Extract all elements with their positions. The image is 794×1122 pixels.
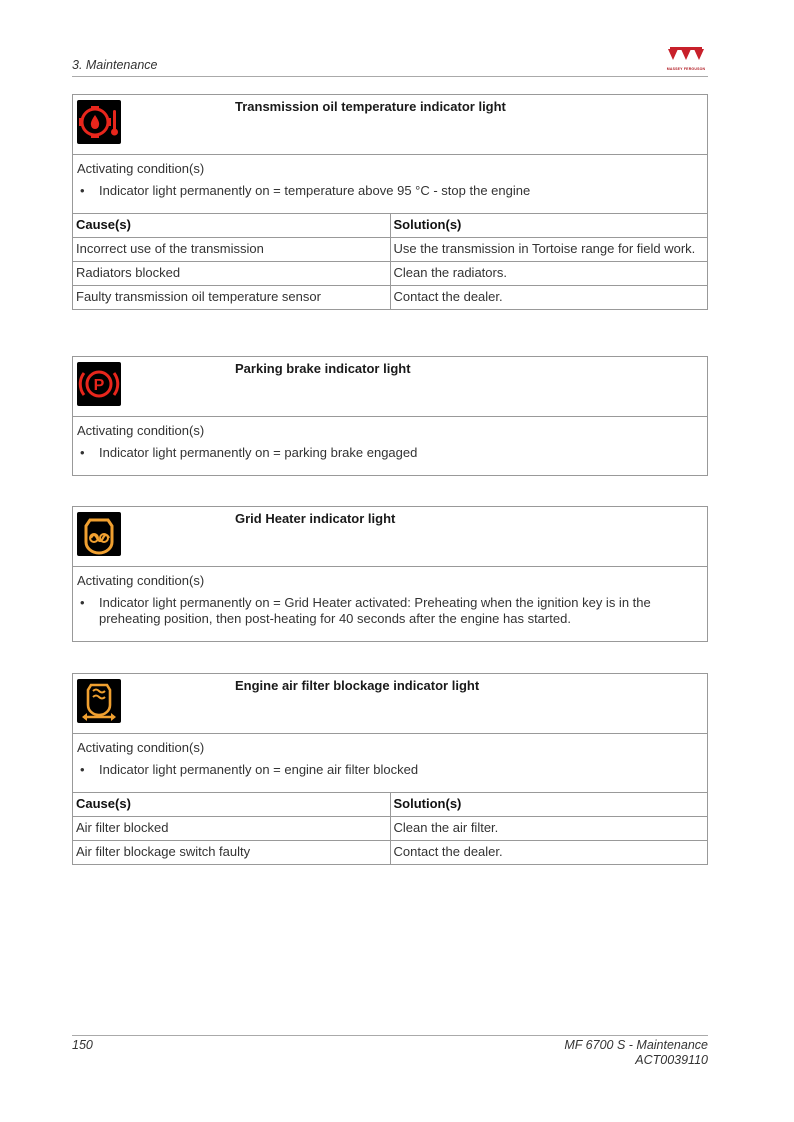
document-code: ACT0039110 <box>635 1053 708 1067</box>
table-row <box>73 286 707 310</box>
cause-cell: Air filter blocked <box>73 817 390 841</box>
solution-cell: Clean the radiators. <box>390 262 707 286</box>
indicator-panel-grid-heater <box>72 506 708 642</box>
solution-column-header: Solution(s) <box>390 214 707 238</box>
table-row <box>73 817 707 841</box>
panel-title: Transmission oil temperature indicator light <box>235 99 506 114</box>
activating-conditions-label: Activating condition(s) <box>77 573 205 588</box>
header-divider <box>72 76 708 77</box>
condition-bullet: • Indicator light permanently on = parking brake engaged <box>80 445 418 460</box>
panel-title: Engine air filter blockage indicator light <box>235 678 480 693</box>
cause-column-header: Cause(s) <box>73 793 390 817</box>
cause-solution-table <box>73 792 707 864</box>
manual-title: MF 6700 S - Maintenance <box>564 1038 708 1052</box>
indicator-panel-transmission-oil-temperature <box>72 94 708 310</box>
brand-logo <box>664 46 708 74</box>
table-header-row <box>73 793 707 817</box>
grid-heater-icon <box>77 512 121 556</box>
solution-cell: Clean the air filter. <box>390 817 707 841</box>
indicator-panel-air-filter-blockage <box>72 673 708 865</box>
svg-text:P: P <box>93 377 105 394</box>
activating-conditions-label: Activating condition(s) <box>77 740 205 755</box>
cause-cell: Incorrect use of the transmission <box>73 238 390 262</box>
transmission-oil-temperature-icon <box>77 100 121 144</box>
panel-header <box>73 95 707 155</box>
page-number: 150 <box>72 1038 93 1052</box>
brand-name: MASSEY FERGUSON <box>666 67 706 71</box>
panel-header <box>73 357 707 417</box>
panel-header <box>73 507 707 567</box>
parking-brake-icon <box>77 362 121 406</box>
activating-conditions-label: Activating condition(s) <box>77 423 205 438</box>
cause-cell: Air filter blockage switch faulty <box>73 841 390 865</box>
footer-document-info <box>564 1038 708 1068</box>
cause-cell: Faulty transmission oil temperature sensor <box>73 286 390 310</box>
air-filter-blockage-icon <box>77 679 121 723</box>
panel-header <box>73 674 707 734</box>
panel-title: Parking brake indicator light <box>235 361 411 376</box>
panel-title: Grid Heater indicator light <box>235 511 396 526</box>
table-row <box>73 238 707 262</box>
activating-conditions-label: Activating condition(s) <box>77 161 205 176</box>
cause-solution-table <box>73 213 707 309</box>
triple-triangle-logo-icon <box>664 46 708 68</box>
table-header-row <box>73 214 707 238</box>
section-title: 3. Maintenance <box>72 58 158 72</box>
footer-divider <box>72 1035 708 1036</box>
cause-column-header: Cause(s) <box>73 214 390 238</box>
cause-cell: Radiators blocked <box>73 262 390 286</box>
table-row <box>73 262 707 286</box>
indicator-panel-parking-brake <box>72 356 708 476</box>
condition-bullet: • Indicator light permanently on = temperature above 95 °C - stop the engine <box>80 183 531 198</box>
condition-bullet: • Indicator light permanently on = Grid Heater activated: Preheating when the ignition key is in the preheating position, then post-heating for 40 seconds after the engine has started. <box>80 595 651 626</box>
table-row <box>73 841 707 865</box>
condition-bullet: • Indicator light permanently on = engine air filter blocked <box>80 762 419 777</box>
solution-cell: Use the transmission in Tortoise range for field work. <box>390 238 707 262</box>
solution-cell: Contact the dealer. <box>390 841 707 865</box>
solution-column-header: Solution(s) <box>390 793 707 817</box>
solution-cell: Contact the dealer. <box>390 286 707 310</box>
